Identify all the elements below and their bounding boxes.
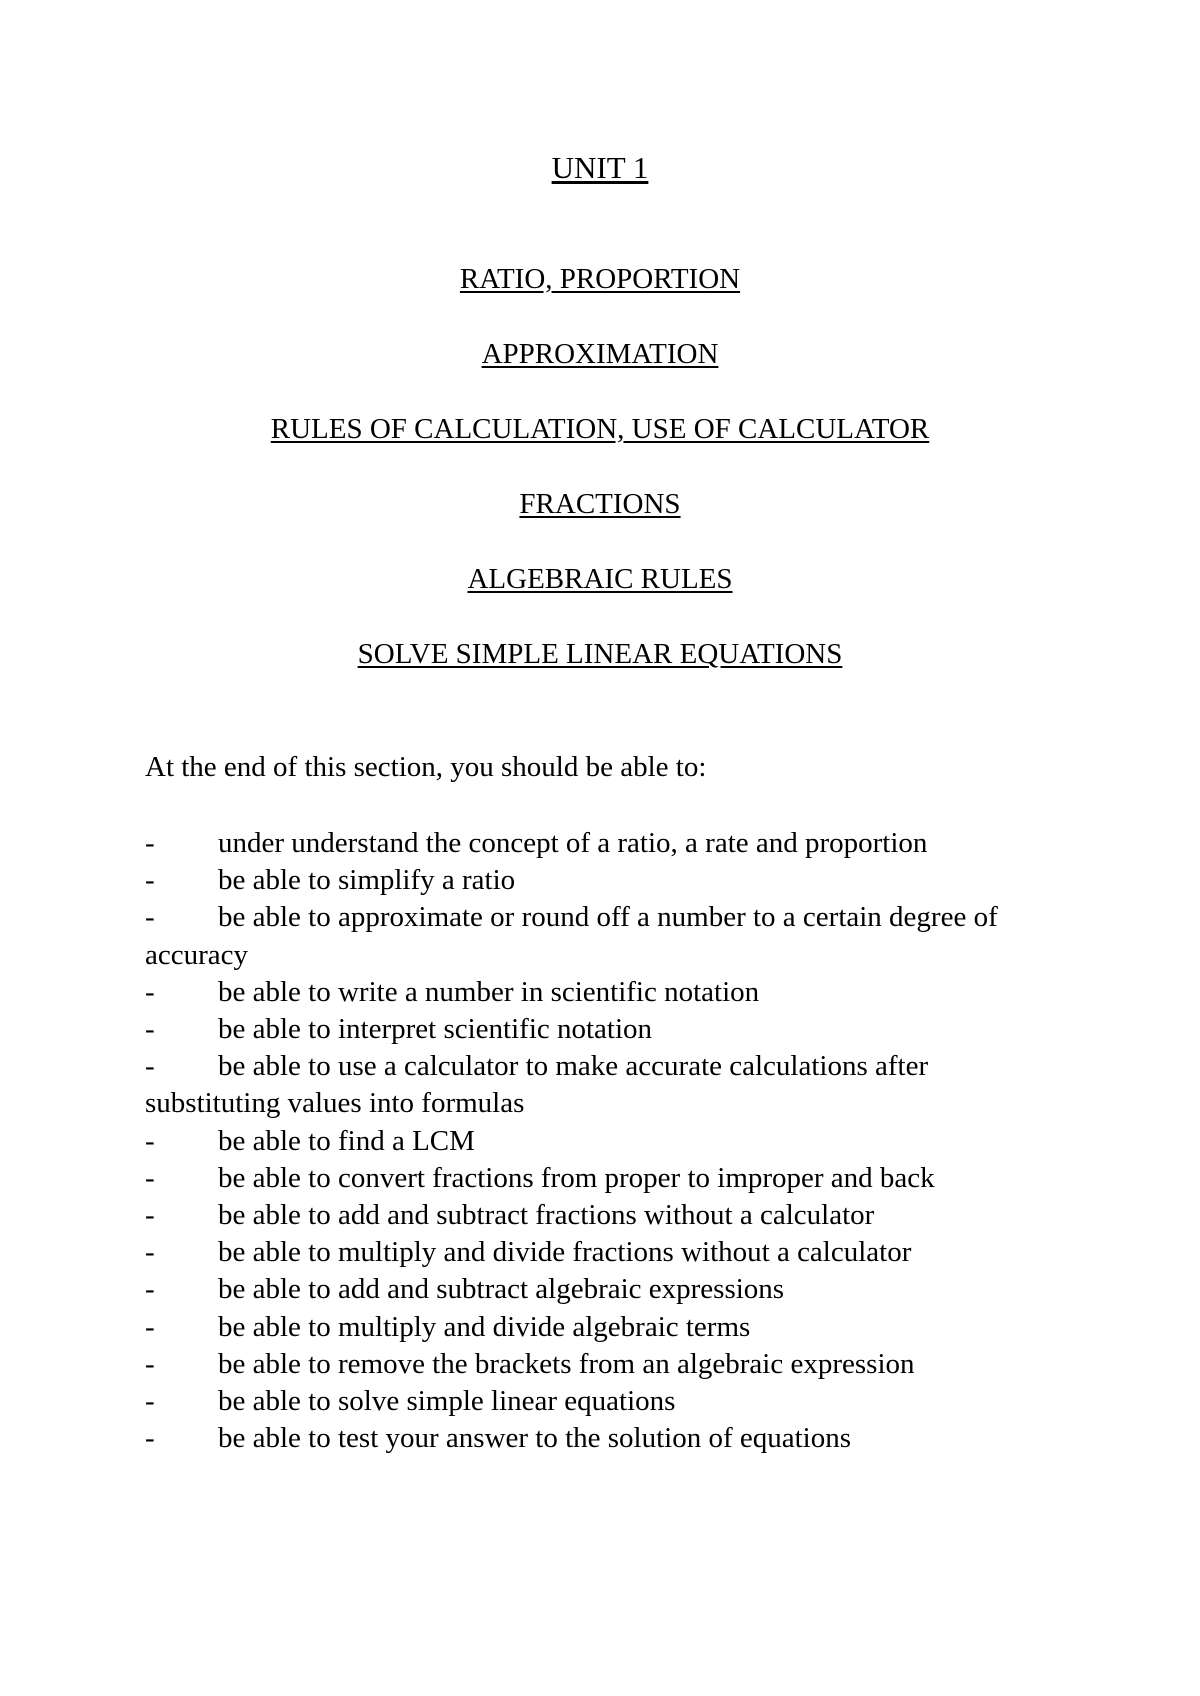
bullet-dash: - [145,1273,155,1306]
list-item [145,1011,1065,1048]
bullet-dash: - [145,901,155,934]
bullet-dash: - [145,827,155,859]
list-item [145,1197,1065,1234]
objectives-list [145,825,1065,1457]
bullet-dash: - [145,864,155,897]
list-item [145,862,1065,899]
topic-heading-fractions: FRACTIONS [519,488,681,520]
objective-text: be able to add and subtract fractions without a calculator [218,1199,875,1232]
bullet-dash: - [145,1161,155,1194]
objective-text: under understand the concept of a ratio, a rate and proportion [218,827,928,859]
objective-text: be able to write a number in scientific notation [218,975,760,1008]
bullet-dash: - [145,1013,155,1046]
bullet-dash: - [145,1199,155,1232]
bullet-dash: - [145,1050,155,1083]
objective-text: be able to approximate or round off a number to a certain degree of accuracy [145,901,998,971]
objective-text: be able to interpret scientific notation [218,1013,653,1046]
topic-heading-linear-equations: SOLVE SIMPLE LINEAR EQUATIONS [357,638,843,670]
objective-text: be able to convert fractions from proper to improper and back [218,1161,935,1194]
bullet-dash: - [145,1422,155,1455]
objective-text: be able to remove the brackets from an algebraic expression [218,1347,915,1380]
objective-text: be able to use a calculator to make accurate calculations after substituting values into formulas [145,1050,929,1120]
bullet-dash: - [145,1236,155,1269]
bullet-dash: - [145,1310,155,1343]
objective-text: be able to multiply and divide algebraic terms [218,1310,751,1343]
list-item [145,1383,1065,1420]
bullet-dash: - [145,975,155,1008]
objective-text: be able to multiply and divide fractions without a calculator [218,1236,912,1269]
objective-text: be able to solve simple linear equations [218,1385,676,1418]
objective-text: be able to test your answer to the solution of equations [218,1422,852,1455]
list-item [145,1420,1065,1457]
objective-text: be able to find a LCM [218,1124,475,1157]
list-item [145,1309,1065,1346]
objective-text: be able to add and subtract algebraic expressions [218,1273,785,1306]
bullet-dash: - [145,1385,155,1418]
list-item [145,899,1065,973]
topic-heading-ratio: RATIO, PROPORTION [459,263,741,295]
list-item [145,1271,1065,1308]
bullet-dash: - [145,1124,155,1157]
topic-heading-calculation: RULES OF CALCULATION, USE OF CALCULATOR [270,413,930,445]
list-item [145,1123,1065,1160]
topic-heading-approximation: APPROXIMATION [481,338,719,370]
list-item [145,1160,1065,1197]
list-item [145,825,1065,862]
list-item [145,1234,1065,1271]
list-item [145,1048,1065,1122]
list-item [145,1346,1065,1383]
intro-text: At the end of this section, you should be able to: [145,751,707,783]
topic-heading-algebraic-rules: ALGEBRAIC RULES [467,563,733,595]
list-item [145,974,1065,1011]
objective-text: be able to simplify a ratio [218,864,516,897]
bullet-dash: - [145,1347,155,1380]
unit-title: UNIT 1 [551,150,649,185]
